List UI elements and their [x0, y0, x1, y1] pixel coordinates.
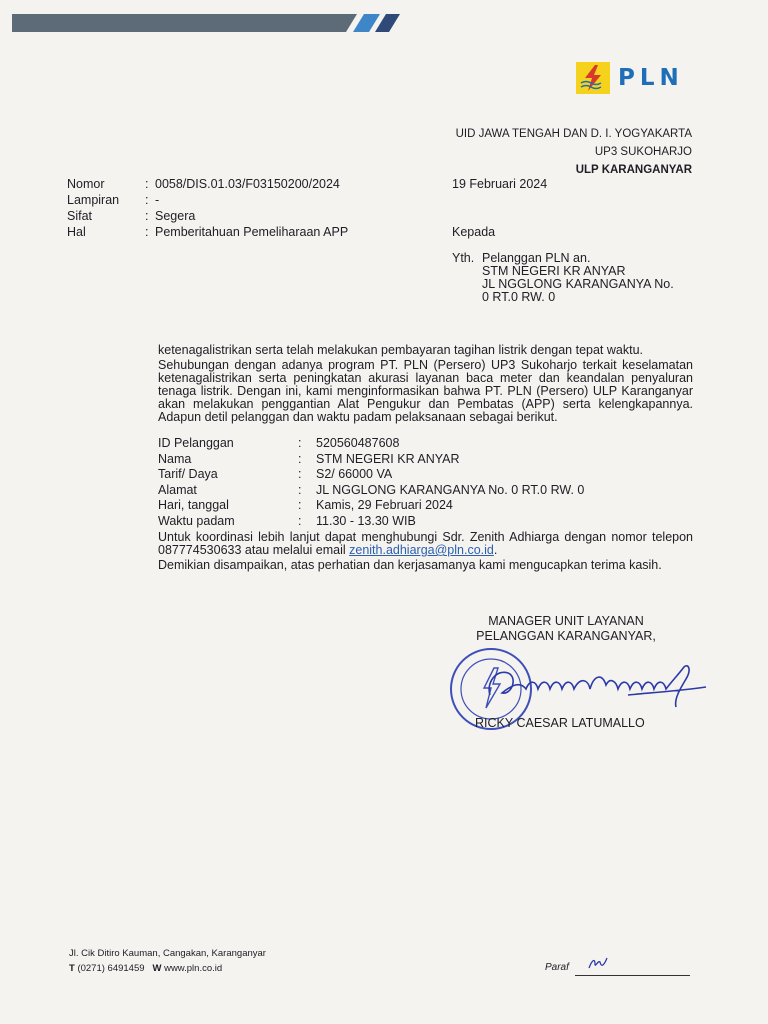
recipient-line: JL NGGLONG KARANGANYA No.: [482, 277, 674, 291]
kepada-label: Kepada: [452, 225, 496, 239]
body-paragraph-3: Demikian disampaikan, atas perhatian dan kerjasamanya kami mengucapkan terima kasih.: [158, 558, 662, 572]
unit-line-3: ULP KARANGANYAR: [575, 164, 692, 176]
meta-label: Lampiran: [67, 193, 120, 207]
detail-value: 520560487608: [316, 436, 400, 450]
footer: [69, 946, 266, 976]
letter-meta: [67, 176, 348, 240]
detail-row-tanggal: Hari, tanggal : Kamis, 29 Februari 2024: [158, 498, 453, 512]
phone-label: T: [69, 963, 75, 974]
contact-text: Untuk koordinasi lebih lanjut dapat menghubungi Sdr. Zenith Adhiarga dengan nomor telepon 087774530633 atau melalui email: [158, 530, 693, 557]
detail-row-id: ID Pelanggan : 520560487608: [158, 436, 400, 450]
detail-value: S2/ 66000 VA: [316, 467, 393, 481]
body-paragraph-2: [158, 531, 693, 557]
meta-row-lampiran: Lampiran : -: [67, 193, 160, 207]
meta-value: -: [155, 193, 160, 207]
footer-phone: (0271) 6491459: [77, 963, 145, 974]
signature-title-line-2: PELANGGAN KARANGANYAR,: [476, 629, 656, 643]
recipient-line: STM NEGERI KR ANYAR: [482, 264, 626, 278]
body-line-top: ketenagalistrikan serta telah melakukan pembayaran tagihan listrik dengan tepat waktu.: [158, 343, 644, 357]
paraf-label: Paraf: [545, 962, 569, 973]
detail-value: JL NGGLONG KARANGANYA No. 0 RT.0 RW. 0: [316, 482, 585, 497]
detail-row-waktu: Waktu padam : 11.30 - 13.30 WIB: [158, 513, 416, 528]
detail-label: ID Pelanggan: [158, 436, 234, 450]
unit-line-1: UID JAWA TENGAH DAN D. I. YOGYAKARTA: [455, 128, 692, 140]
detail-label: Tarif/ Daya: [158, 467, 218, 481]
lightning-logo-icon: [576, 62, 610, 94]
meta-value: Segera: [155, 209, 196, 223]
meta-row-hal: Hal : Pemberitahuan Pemeliharaan APP: [67, 225, 349, 239]
detail-row-alamat: Alamat : JL NGGLONG KARANGANYA No. 0 RT.0 RW. 0: [158, 482, 585, 497]
signer-name: RICKY CAESAR LATUMALLO: [475, 716, 645, 730]
meta-row-nomor: Nomor : 0058/DIS.01.03/F03150200/2024: [67, 177, 340, 191]
unit-line-2: UP3 SUKOHARJO: [594, 146, 692, 158]
signature-title: [466, 614, 666, 644]
meta-label: Nomor: [67, 177, 105, 191]
recipient-line: 0 RT.0 RW. 0: [482, 290, 556, 304]
recipient-block: [452, 252, 674, 304]
detail-label: Alamat: [158, 482, 197, 497]
recipient-line: Pelanggan PLN an.: [482, 251, 591, 265]
handwritten-signature: [478, 655, 710, 710]
paraf-line: [575, 975, 690, 976]
paraf-initial-mark: [586, 954, 610, 972]
meta-value: Pemberitahuan Pemeliharaan APP: [155, 225, 349, 239]
meta-label: Hal: [67, 225, 86, 239]
web-label: W: [152, 963, 162, 974]
meta-label: Sifat: [67, 209, 93, 223]
detail-row-nama: Nama : STM NEGERI KR ANYAR: [158, 451, 460, 466]
letter-date: 19 Februari 2024: [452, 177, 548, 191]
meta-row-sifat: Sifat : Segera: [67, 209, 196, 223]
unit-address-block: [456, 125, 692, 179]
pln-logo: [576, 62, 684, 94]
body-paragraph-1: Sehubungan dengan adanya program PT. PLN (Persero) UP3 Sukoharjo terkait keselamatan ketenagalistrikan serta peningkatan akurasi layanan baca meter dan keandalan penyaluran tenaga listrik. Dengan ini, kami menginformasikan bahwa PT. PLN (Persero) ULP Karanganyar akan melakukan penggantian Alat Pengukur dan Pembatas (APP) serta kelengkapannya. Adapun detil pelanggan dan waktu padam pelaksanaan sebagai berikut.: [158, 358, 693, 424]
meta-value: 0058/DIS.01.03/F03150200/2024: [155, 177, 340, 191]
detail-value: Kamis, 29 Februari 2024: [316, 498, 453, 512]
footer-web[interactable]: www.pln.co.id: [164, 963, 223, 974]
detail-label: Waktu padam: [158, 513, 235, 528]
contact-end: .: [493, 543, 498, 557]
recipient-lines: [482, 252, 674, 304]
email-link[interactable]: zenith.adhiarga@pln.co.id: [349, 543, 494, 557]
detail-row-tarif: Tarif/ Daya : S2/ 66000 VA: [158, 467, 393, 481]
logo-text: PLN: [618, 65, 684, 91]
footer-contacts: [69, 961, 266, 976]
yth-label: Yth.: [452, 251, 475, 265]
customer-details: [158, 436, 584, 529]
detail-value: 11.30 - 13.30 WIB: [316, 513, 416, 528]
detail-label: Hari, tanggal: [158, 498, 229, 512]
signature-title-line-1: MANAGER UNIT LAYANAN: [488, 614, 644, 628]
detail-label: Nama: [158, 451, 192, 466]
footer-address: Jl. Cik Ditiro Kauman, Cangakan, Karanganyar: [69, 948, 266, 959]
header-decorative-bar: [12, 14, 400, 32]
detail-value: STM NEGERI KR ANYAR: [316, 451, 460, 466]
